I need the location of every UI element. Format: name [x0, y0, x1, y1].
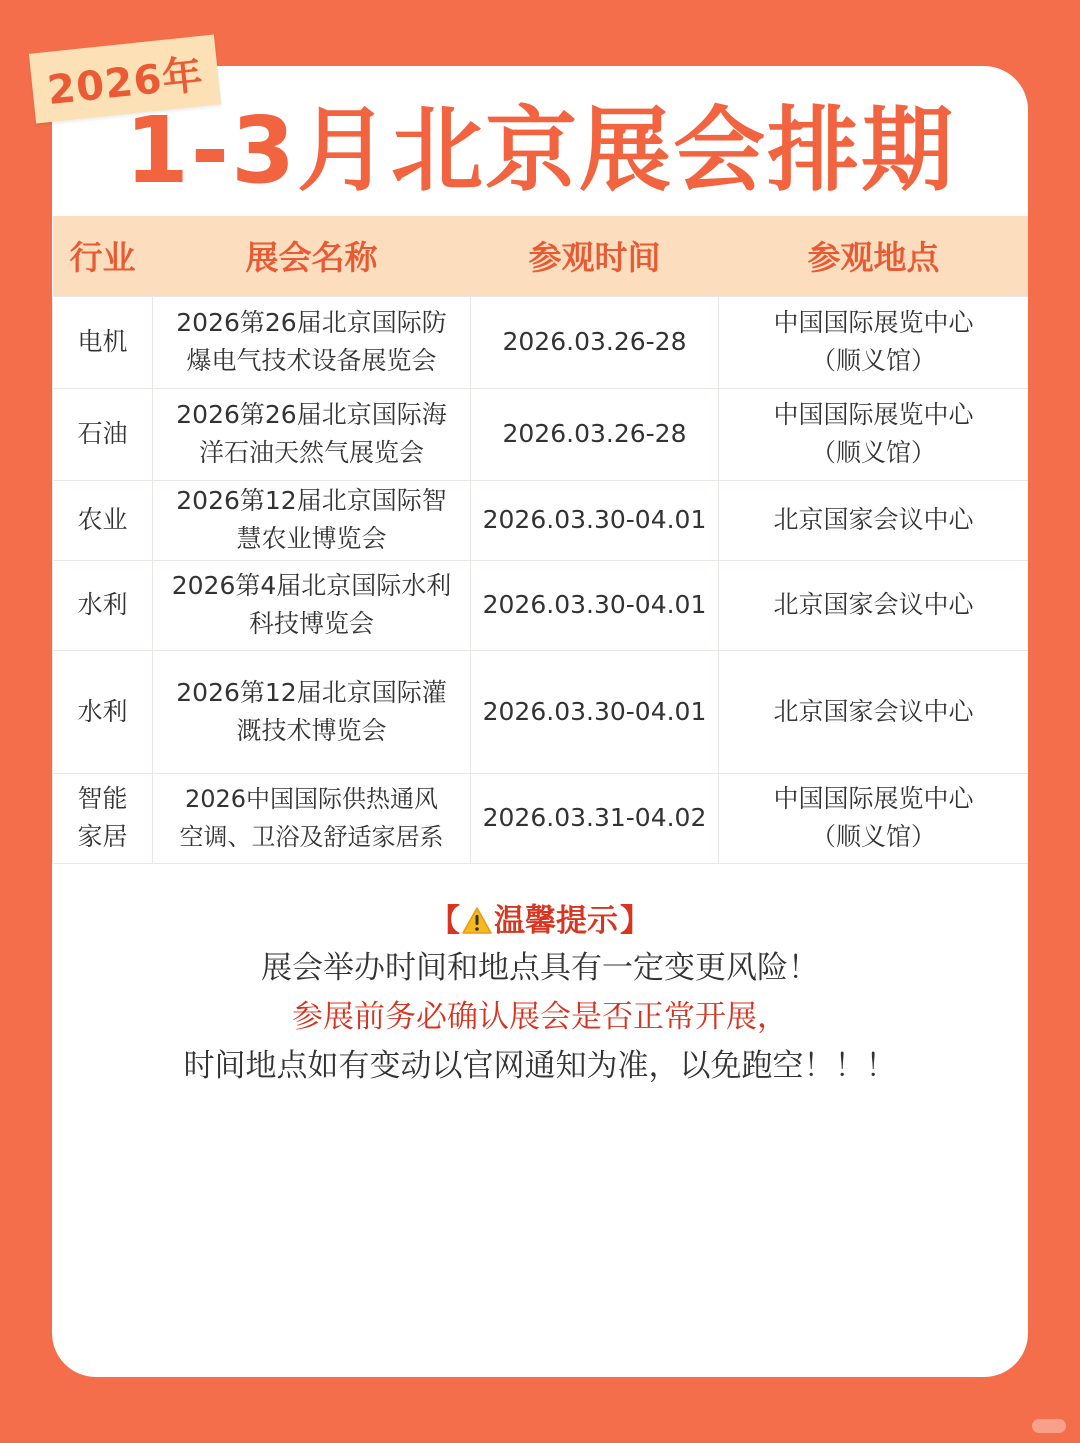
- place-line: （顺义馆）: [810, 346, 936, 375]
- table-row: [53, 560, 1029, 650]
- page-title: 1-3月北京展会排期: [124, 97, 956, 204]
- column-header-name: 展会名称: [153, 216, 471, 296]
- industry-cell: [53, 388, 153, 480]
- industry-text: 水利: [77, 590, 128, 619]
- exhibition-name-line: 爆电气技术设备展览会: [186, 346, 437, 375]
- exhibition-name-line: 慧农业博览会: [236, 524, 387, 553]
- reminder-line-3: 时间地点如有变动以官网通知为准，以免跑空！！！: [183, 1048, 897, 1084]
- exhibition-name-line: 洋石油天然气展览会: [198, 438, 424, 467]
- visit-place-cell: [719, 650, 1029, 773]
- exhibition-name-line: 2026第26届北京国际防: [176, 308, 447, 337]
- exhibition-name-cell: [153, 560, 471, 650]
- place-line: 中国国际展览中心: [773, 784, 974, 813]
- exhibition-name-cell: [153, 480, 471, 560]
- place-line: 北京国家会议中心: [773, 590, 974, 619]
- industry-cell: [53, 296, 153, 388]
- visit-place-cell: [719, 296, 1029, 388]
- table-header-row: [53, 216, 1029, 296]
- exhibition-name-line: 2026中国国际供热通风: [184, 785, 439, 813]
- industry-text: 电机: [77, 327, 128, 356]
- column-header-industry: 行业: [53, 216, 153, 296]
- visit-time-cell: 2026.03.31-04.02: [471, 773, 719, 863]
- exhibition-name-cell: [153, 388, 471, 480]
- visit-place-cell: [719, 480, 1029, 560]
- close-bracket: 】: [620, 903, 651, 939]
- industry-cell: [53, 480, 153, 560]
- reminder-line-1: 展会举办时间和地点具有一定变更风险！: [261, 950, 819, 986]
- exhibition-name-cell: [153, 296, 471, 388]
- table-row: [53, 773, 1029, 863]
- visit-place-cell: [719, 560, 1029, 650]
- industry-text: 水利: [77, 696, 128, 726]
- industry-text: 农业: [77, 505, 128, 534]
- table-row: [53, 388, 1029, 480]
- exhibition-name-line: 2026第12届北京国际智: [176, 486, 447, 515]
- visit-time-cell: 2026.03.26-28: [471, 388, 719, 480]
- warning-icon: [462, 907, 492, 935]
- exhibition-name-cell: [153, 650, 471, 773]
- schedule-card: [52, 66, 1028, 1377]
- industry-cell: [53, 560, 153, 650]
- place-line: 北京国家会议中心: [773, 696, 974, 726]
- year-tag-label: 2026年: [45, 51, 206, 114]
- industry-text: 石油: [77, 419, 128, 448]
- visit-time-cell: 2026.03.26-28: [471, 296, 719, 388]
- exhibition-name-line: 2026第26届北京国际海: [176, 400, 447, 429]
- industry-text: 智能: [77, 784, 128, 813]
- exhibition-name-line: 空调、卫浴及舒适家居系: [179, 823, 444, 851]
- exhibition-name-line: 2026第4届北京国际水利: [171, 571, 452, 600]
- place-line: （顺义馆）: [810, 438, 936, 467]
- exhibition-name-line: 溉技术博览会: [236, 715, 387, 745]
- industry-cell: [53, 773, 153, 863]
- visit-place-cell: [719, 773, 1029, 863]
- visit-time-cell: 2026.03.30-04.01: [471, 560, 719, 650]
- visit-time-cell: 2026.03.30-04.01: [471, 480, 719, 560]
- place-line: 北京国家会议中心: [773, 505, 974, 534]
- industry-cell: [53, 650, 153, 773]
- table-row: [53, 296, 1029, 388]
- exhibition-name-line: 2026第12届北京国际灌: [176, 677, 447, 707]
- reminder-title-text: 温馨提示: [494, 903, 618, 939]
- place-line: 中国国际展览中心: [773, 400, 974, 429]
- exhibition-table: [52, 216, 1028, 864]
- watermark: [1032, 1419, 1066, 1433]
- place-line: （顺义馆）: [810, 822, 936, 851]
- open-bracket: 【: [429, 903, 460, 939]
- table-row: [53, 650, 1029, 773]
- place-line: 中国国际展览中心: [773, 308, 974, 337]
- reminder-line-2: 参展前务必确认展会是否正常开展，: [292, 999, 788, 1035]
- reminder-title: [52, 898, 1028, 944]
- industry-text: 家居: [77, 822, 128, 851]
- visit-time-cell: 2026.03.30-04.01: [471, 650, 719, 773]
- exhibition-name-line: 科技博览会: [248, 609, 374, 638]
- column-header-place: 参观地点: [719, 216, 1029, 296]
- table-row: [53, 480, 1029, 560]
- exhibition-name-cell: [153, 773, 471, 863]
- column-header-time: 参观时间: [471, 216, 719, 296]
- visit-place-cell: [719, 388, 1029, 480]
- reminder-section: [52, 898, 1028, 1091]
